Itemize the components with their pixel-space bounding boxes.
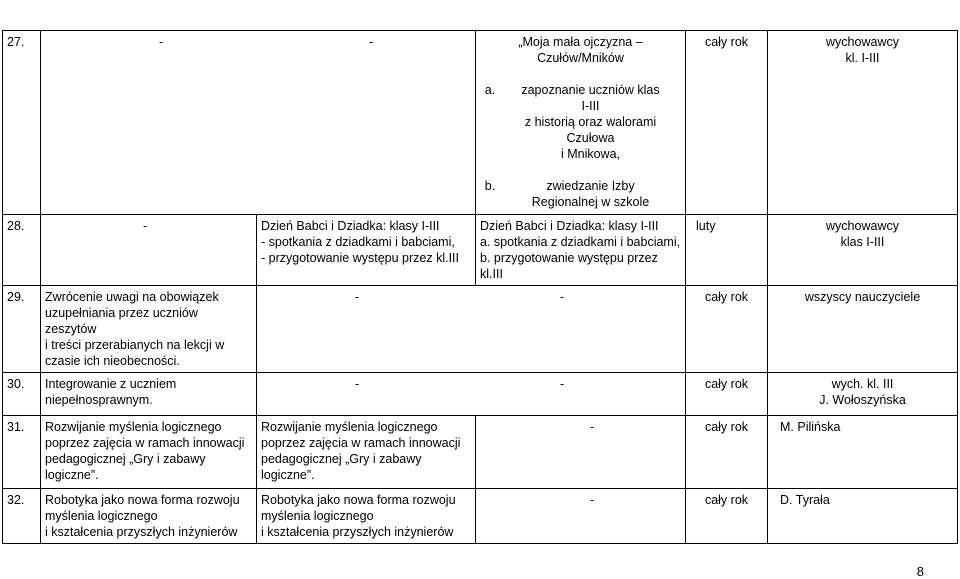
cells-col1-col2 (41, 31, 476, 215)
cell-line: i kształcenia przyszłych inżynierów (261, 525, 454, 539)
col1-dash: - (159, 35, 164, 49)
list-item (480, 82, 681, 162)
col1-cell (41, 215, 257, 286)
col2-cell (257, 215, 476, 286)
responsible-line: wychowawcy (826, 35, 899, 49)
list-text: zapoznanie uczniów klas (521, 83, 660, 97)
cell-line: logiczne”. (45, 468, 99, 482)
cells-col2-col3 (257, 373, 686, 416)
responsible-line: wych. kl. III (831, 377, 894, 391)
table-row (3, 416, 958, 489)
cells-col2-col3 (257, 286, 686, 373)
row-number: 27. (3, 31, 41, 215)
col1-cell (41, 286, 257, 373)
cell-line: Rozwijanie myślenia logicznego (45, 420, 222, 434)
col3-dash: - (560, 377, 565, 391)
col3-cell (476, 215, 686, 286)
cell-line: - spotkania z dziadkami i babciami, (261, 235, 455, 249)
col2-dash: - (369, 35, 374, 49)
col3-dash: - (560, 290, 565, 304)
list-text: i Mnikowa, (560, 147, 621, 161)
term-cell: cały rok (686, 489, 768, 544)
col2-dash: - (355, 290, 360, 304)
list-text: Czułowa (566, 131, 615, 145)
list-text: I-III (581, 99, 600, 113)
responsible-cell (768, 215, 958, 286)
list-text: zwiedzanie Izby (546, 179, 635, 193)
responsible-cell (768, 31, 958, 215)
responsible-cell: wszyscy nauczyciele (768, 286, 958, 373)
cell-line: i kształcenia przyszłych inżynierów (45, 525, 238, 539)
cell-line: Robotyka jako nowa forma rozwoju (45, 493, 240, 507)
list-text: Regionalnej w szkole (531, 195, 650, 209)
col1-dash: - (143, 219, 148, 233)
cell-line: Dzień Babci i Dziadka: klasy I-III (480, 219, 659, 233)
term-cell: cały rok (686, 373, 768, 416)
cell-line: logiczne”. (261, 468, 315, 482)
responsible-line: wychowawcy (826, 219, 899, 233)
row-number: 30. (3, 373, 41, 416)
responsible-cell: D. Tyrała (768, 489, 958, 544)
col1-cell (41, 489, 257, 544)
responsible-line: kl. I-III (845, 51, 880, 65)
cell-line: - przygotowanie występu przez kl.III (261, 251, 459, 265)
cell-line: Dzień Babci i Dziadka: klasy I-III (261, 219, 440, 233)
cell-line: myślenia logicznego (45, 509, 158, 523)
cell-line: myślenia logicznego (261, 509, 374, 523)
term-cell: luty (686, 215, 768, 286)
col3-dash: - (590, 420, 595, 434)
cell-line: a. spotkania z dziadkami i babciami, (480, 235, 681, 249)
list-marker: b. (484, 179, 496, 193)
row-number: 29. (3, 286, 41, 373)
responsible-cell (768, 373, 958, 416)
table-row (3, 373, 958, 416)
col3-cell (476, 489, 686, 544)
responsible-line: J. Wołoszyńska (819, 393, 906, 407)
cell-line: uzupełniania przez uczniów zeszytów (45, 306, 198, 336)
row-number: 28. (3, 215, 41, 286)
responsible-cell: M. Pilińska (768, 416, 958, 489)
cell-line: pedagogicznej „Gry i zabawy (45, 452, 206, 466)
cell-line: i treści przerabianych na lekcji w (45, 338, 225, 352)
list-item (480, 178, 681, 210)
cell-line: czasie ich nieobecności. (45, 354, 180, 368)
topic-title-line: Czułów/Mników (537, 51, 624, 65)
row-number: 31. (3, 416, 41, 489)
col1-cell (41, 373, 257, 416)
col3-dash: - (590, 493, 595, 507)
col2-dash: - (355, 377, 360, 391)
term-cell: cały rok (686, 286, 768, 373)
cell-line: b. przygotowanie występu przez kl.III (480, 251, 658, 281)
list-text: z historią oraz walorami (524, 115, 657, 129)
table-row (3, 215, 958, 286)
row-number: 32. (3, 489, 41, 544)
term-cell: cały rok (686, 31, 768, 215)
page-number: 8 (916, 564, 924, 579)
cell-line: niepełnosprawnym. (45, 393, 153, 407)
cell-line: Rozwijanie myślenia logicznego (261, 420, 438, 434)
col3-cell (476, 31, 686, 215)
cell-line: poprzez zajęcia w ramach innowacji (45, 436, 245, 450)
responsible-line: klas I-III (840, 235, 885, 249)
col3-cell (476, 416, 686, 489)
term-cell: cały rok (686, 416, 768, 489)
list-marker: a. (484, 83, 496, 97)
plan-table (2, 30, 958, 544)
topic-title-line: „Moja mała ojczyzna – (518, 35, 643, 49)
cell-line: pedagogicznej „Gry i zabawy (261, 452, 422, 466)
table-row (3, 489, 958, 544)
table-row (3, 31, 958, 215)
col2-cell (257, 416, 476, 489)
col2-cell (257, 489, 476, 544)
cell-line: Robotyka jako nowa forma rozwoju (261, 493, 456, 507)
cell-line: Zwrócenie uwagi na obowiązek (45, 290, 219, 304)
table-row (3, 286, 958, 373)
cell-line: Integrowanie z uczniem (45, 377, 177, 391)
col1-cell (41, 416, 257, 489)
cell-line: poprzez zajęcia w ramach innowacji (261, 436, 461, 450)
